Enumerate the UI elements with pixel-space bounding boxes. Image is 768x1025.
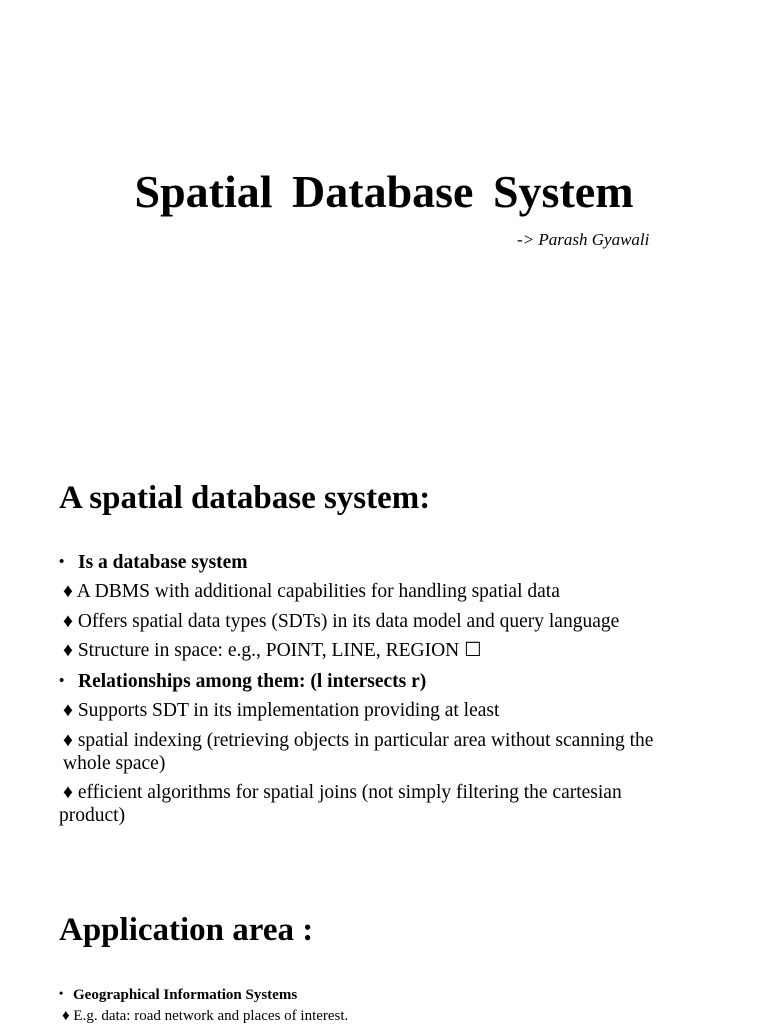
bullet-text: Relationships among them: (l intersects r) xyxy=(78,671,427,692)
bullet-item-is-database-system xyxy=(59,551,248,574)
diamond-bullet-icon: ♦ xyxy=(63,782,73,803)
diamond-bullet-icon: ♦ xyxy=(63,581,73,602)
sub-item-text: spatial indexing (retrieving objects in particular area without scanning the xyxy=(77,730,654,751)
bullet-icon: • xyxy=(59,673,65,689)
section-heading-spatial-db: A spatial database system: xyxy=(59,480,431,516)
sub-item-text: E.g. data: road network and places of interest. xyxy=(73,1008,349,1024)
diamond-bullet-icon: ♦ xyxy=(63,640,73,661)
sub-item-spatial-indexing xyxy=(63,729,653,752)
bullet-text: Geographical Information Systems xyxy=(73,987,298,1003)
diamond-bullet-icon: ♦ xyxy=(63,730,73,751)
slide-author: -> Parash Gyawali xyxy=(517,230,650,249)
sub-item-text: whole space) xyxy=(63,753,166,774)
bullet-text: Is a database system xyxy=(78,552,248,573)
diamond-bullet-icon: ♦ xyxy=(62,1008,70,1024)
sub-item-text: Supports SDT in its implementation providing at least xyxy=(77,700,500,721)
slide-title: Spatial Database System xyxy=(134,166,634,217)
bullet-item-relationships xyxy=(59,670,426,693)
section-heading-application-area: Application area : xyxy=(59,912,314,948)
sub-item-text: Offers spatial data types (SDTs) in its data model and query language xyxy=(77,611,620,632)
sub-item-spatial-indexing-continued xyxy=(63,752,165,775)
bullet-icon: • xyxy=(59,986,64,1000)
sub-item-structure xyxy=(63,639,482,662)
diamond-bullet-icon: ♦ xyxy=(63,700,73,721)
bullet-icon: • xyxy=(59,554,65,570)
bullet-item-gis xyxy=(59,984,297,1004)
sub-item-supports-sdt xyxy=(63,699,499,722)
sub-item-road-network xyxy=(62,1007,348,1025)
sub-item-text: Structure in space: e.g., POINT, LINE, REGION ☐ xyxy=(77,640,482,661)
sub-item-text: A DBMS with additional capabilities for handling spatial data xyxy=(76,581,560,602)
sub-item-text: efficient algorithms for spatial joins (not simply filtering the cartesian xyxy=(77,782,622,803)
sub-item-dbms xyxy=(63,580,560,603)
sub-item-spatial-joins-continued xyxy=(59,804,125,827)
diamond-bullet-icon: ♦ xyxy=(63,611,73,632)
sub-item-text: product) xyxy=(59,805,126,826)
sub-item-sdt xyxy=(63,610,619,633)
sub-item-spatial-joins xyxy=(63,781,622,804)
